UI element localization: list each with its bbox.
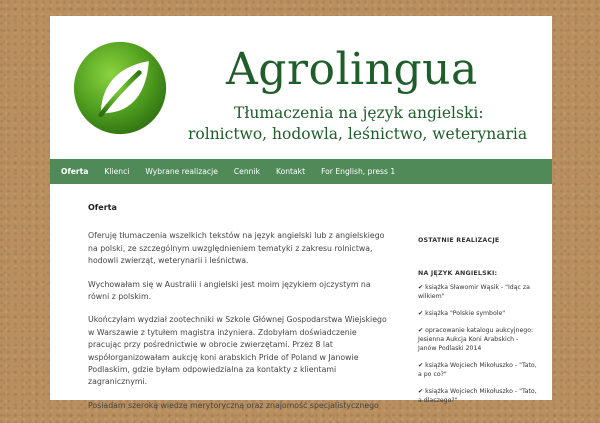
page xyxy=(50,16,552,410)
tagline-line-1: Tłumaczenia na język angielski: xyxy=(234,104,484,122)
list-item xyxy=(418,361,538,379)
list-item xyxy=(418,326,538,353)
sidebar-link[interactable]: ✔ książka Sławomir Wąsik - "Idąc za wilkiem" xyxy=(418,284,530,300)
paragraph-3: Ukończyłam wydział zootechniki w Szkole Głównej Gospodarstwa Wiejskiego w Warszawie z tytułem magistra inżyniera. Zdobyłam doświadczenie pracując przy pośrednictwie w obrocie zwierzętami. Przez 8 lat współorganizowałam aukcję koni arabskich Pride of Poland w Janowie Podlaskim, gdzie byłam odpowiedzialna za kontakty z klientami zagranicznymi. xyxy=(88,315,387,387)
sidebar-heading-recent: OSTATNIE REALIZACJE xyxy=(418,237,500,244)
page-title: Oferta xyxy=(88,203,117,212)
sidebar-link[interactable]: ✔ książka Wojciech Mikołuszko - "Tato, a dlaczego?" xyxy=(418,388,537,404)
nav-item-cennik[interactable]: Cennik xyxy=(233,167,260,176)
sidebar-link[interactable]: ✔ książka "Polskie symbole" xyxy=(418,310,506,317)
sidebar xyxy=(418,236,538,413)
nav-item-kontakt[interactable]: Kontakt xyxy=(275,167,306,176)
list-item xyxy=(418,309,538,318)
site-title[interactable]: Agrolingua xyxy=(226,44,478,95)
paragraph-2: Wychowałam się w Australii i angielski jest moim językiem ojczystym na równi z polskim. xyxy=(88,279,371,302)
list-item xyxy=(418,283,538,301)
list-item xyxy=(418,387,538,405)
sidebar-heading-english: NA JĘZYK ANGIELSKI: xyxy=(418,270,498,277)
nav-item-wybrane-realizacje[interactable]: Wybrane realizacje xyxy=(145,167,218,176)
main-content xyxy=(88,202,388,423)
nav-item-english[interactable]: For English, press 1 xyxy=(321,167,396,176)
sidebar-list xyxy=(418,283,538,405)
sidebar-link[interactable]: ✔ opracowanie katalogu aukcyjnego: Jesienna Aukcja Koni Arabskich - Janów Podlaski 2014 xyxy=(418,327,534,352)
paragraph-1: Oferuję tłumaczenia wszelkich tekstów na język angielski lub z angielskiego na polski, ze szczególnym uwzględnieniem tematyki z zakresu rolnictwa, hodowli zwierząt, weterynarii i leśnictwa. xyxy=(88,231,385,266)
sidebar-link[interactable]: ✔ książka Wojciech Mikołuszko - "Tato, a po co?" xyxy=(418,362,537,378)
main-navigation xyxy=(50,159,552,184)
paragraph-4: Posiadam szeroką wiedzę merytoryczną oraz znajomość specjalistycznego xyxy=(88,400,379,410)
leaf-logo-icon[interactable] xyxy=(72,40,168,136)
site-header xyxy=(50,16,552,158)
nav-item-klienci[interactable]: Klienci xyxy=(104,167,130,176)
nav-item-oferta[interactable]: Oferta xyxy=(61,167,89,176)
tagline-line-2: rolnictwo, hodowla, leśnictwo, weterynaria xyxy=(188,125,528,143)
